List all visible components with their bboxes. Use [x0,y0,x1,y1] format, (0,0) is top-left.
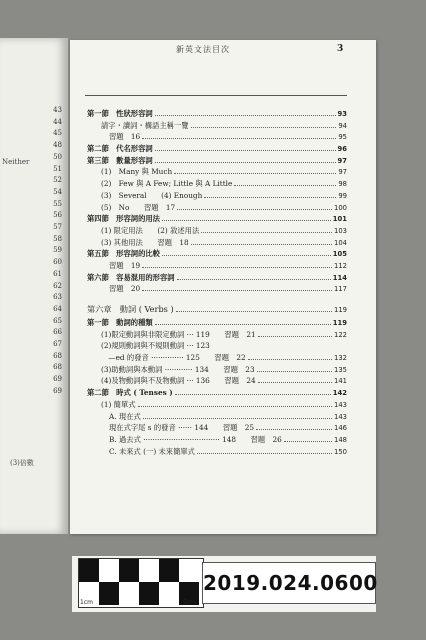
toc-entry [87,422,347,434]
ruler-right-label: 5cm [183,599,196,606]
left-page-number: 61 [53,269,62,278]
dot-leader [138,405,332,407]
left-page-number: 62 [53,281,62,290]
dot-leader [142,289,332,291]
dot-leader [177,208,332,210]
dot-leader [162,219,331,221]
toc-entry-page: 142 [332,389,347,398]
left-page-number: 67 [53,340,62,348]
toc-entry-page: 143 [334,400,347,409]
toc-entry-page: 122 [334,330,347,339]
toc-entry-page: 117 [334,285,347,294]
left-snippet-exercise: (3)倍數 [10,459,34,467]
dot-leader [258,335,332,337]
toc-entry-page: 135 [334,365,347,374]
table-of-contents [87,108,347,457]
toc-entry-page: 146 [334,424,347,433]
toc-entry [87,237,347,249]
toc-entry [87,446,347,458]
dot-leader [142,137,336,139]
toc-entry-label: 習題 19 [109,260,141,270]
toc-entry-label: C. 未來式 (一) 未來簡單式 [109,446,195,456]
toc-entry-label: 第三節 數量形容詞 [87,155,153,165]
toc-entry-page: 143 [334,412,347,421]
left-page-number: 66 [53,328,62,337]
toc-entry [87,399,347,411]
toc-entry-label: 第六節 容易混用的形容詞 [87,272,175,282]
toc-entry-page: 132 [334,354,347,363]
toc-entry-page: 97 [338,168,347,177]
left-page-number: 44 [53,117,62,126]
toc-entry-label: (1) Many 與 Much [101,167,173,177]
dot-leader [257,370,332,372]
toc-entry-label: 現在式字尾 s 的發音 ······ 144 習題 25 [109,423,255,433]
toc-entry-label: 習題 16 [109,132,141,142]
left-page-number: 43 [53,106,62,114]
ruler-block [99,582,119,605]
dot-leader [142,266,332,268]
left-page-number: 69 [53,386,62,395]
ruler-block [139,582,159,605]
toc-entry-label: 第二節 時式 ( Tenses ) [87,388,173,398]
toc-entry [87,120,347,132]
toc-entry [87,178,347,190]
toc-entry-label: 第二節 代名形容詞 [87,144,153,154]
toc-entry-label: (3) Several (4) Enough [101,190,203,200]
toc-entry [87,166,347,178]
dot-leader [155,149,336,151]
toc-entry [87,131,347,143]
toc-entry [87,190,347,202]
toc-entry-label: 第四節 形容詞的用法 [87,214,160,224]
left-snippet-neither: Neither [2,158,30,166]
toc-entry-label: (1)限定動詞與非限定動詞 ··· 119 習題 21 [101,329,256,339]
toc-entry-page: 103 [334,226,347,235]
toc-entry [87,387,347,399]
toc-entry-page: 119 [332,319,347,327]
left-page-number: 58 [53,234,62,243]
toc-entry-label: (3) 其他用法 習題 18 [101,237,189,247]
toc-entry-page: 99 [338,191,347,200]
left-page-number: 57 [53,223,62,231]
toc-entry-label: 請字・讀詞・構語主稱一覽 [101,120,189,130]
dot-leader [256,428,332,430]
toc-entry [87,248,347,260]
toc-entry [87,364,347,376]
dot-leader [175,393,331,395]
toc-entry-label: (1) 簡單式 [101,399,136,409]
toc-entry [87,375,347,387]
toc-entry-label: 習題 20 [109,284,141,294]
dot-leader [176,310,332,312]
ruler-block [79,559,99,582]
dot-leader [248,358,332,360]
toc-entry-page: 141 [334,377,347,386]
left-page-number: 55 [53,199,62,208]
toc-entry [87,260,347,272]
ruler-block [159,559,179,582]
toc-entry-page: 94 [338,121,347,130]
toc-entry-label: 第五節 形容詞的比較 [87,249,160,259]
toc-entry-label: (5) No 習題 17 [101,202,176,212]
dot-leader [284,440,332,442]
toc-entry [87,301,347,317]
toc-entry-label: —ed 的發音 ·············· 125 習題 22 [101,353,246,363]
header-rule [85,95,347,96]
dot-leader [162,254,331,256]
dot-leader [258,381,332,383]
toc-entry-page: 119 [334,306,347,314]
toc-entry [87,213,347,225]
toc-entry-label: A. 現在式 [109,411,141,421]
left-page-number: 60 [53,258,62,267]
toc-entry-page: 104 [334,238,347,247]
dot-leader [204,196,336,198]
toc-entry [87,340,347,352]
left-page-number: 48 [53,141,62,150]
toc-entry-page: 97 [337,156,347,165]
left-page-number: 52 [53,176,62,185]
left-page-number: 69 [53,375,62,384]
toc-entry-label: (3)助動詞與本動詞 ············ 134 習題 23 [101,364,255,374]
dot-leader [201,231,332,233]
left-page-number: 45 [53,129,62,138]
ruler-block [119,559,139,582]
toc-entry-page: 93 [337,110,347,118]
left-page-number: 54 [53,187,62,196]
toc-entry-label: (2) Few 與 A Few; Little 與 A Little [101,179,233,189]
toc-entry [87,225,347,237]
toc-entry [87,155,347,167]
toc-entry [87,143,347,155]
left-page-number: 65 [53,316,62,325]
toc-entry-page: 98 [338,180,347,189]
toc-entry-label: (2)規則動詞與不規則動詞 ··· 123 [101,341,210,351]
catalog-id: 2019.024.0600 [202,562,376,604]
toc-entry-label: 第一節 性狀形容詞 [87,109,153,118]
toc-entry-label: B. 過去式 ································· 148 習題 26 [109,434,282,444]
dot-leader [197,452,332,454]
dot-leader [177,278,331,280]
page-number: 3 [337,44,344,54]
left-page-number: 59 [53,246,62,255]
left-page-number: 68 [53,363,62,372]
running-header: 新英文法目次 [176,45,230,54]
toc-entry-page: 150 [334,447,347,456]
dot-leader [191,243,332,245]
toc-entry-page: 148 [334,435,347,444]
toc-entry-page: 105 [332,250,347,259]
dot-leader [174,172,336,174]
dot-leader [143,417,332,419]
left-page-number: 56 [53,211,62,220]
left-page-number: 51 [53,164,62,173]
dot-leader [191,126,337,128]
toc-entry [87,411,347,423]
toc-entry [87,317,347,329]
toc-entry [87,108,347,120]
left-page-number: 63 [53,293,62,302]
toc-entry [87,283,347,295]
toc-entry-label: (4)及物動詞與不及物動詞 ··· 136 習題 24 [101,376,256,386]
toc-entry-page: 96 [337,145,347,154]
ruler-left-label: 1cm [80,599,93,606]
toc-entry-page: 101 [332,215,347,224]
toc-entry-label: 第一節 動詞的種類 [87,318,153,327]
toc-entry [87,202,347,214]
toc-entry [87,434,347,446]
toc-entry [87,329,347,341]
left-page-number: 50 [53,152,62,161]
dot-leader [155,114,336,116]
toc-entry-label: (1) 限定用法 (2) 敘述用法 [101,225,200,235]
left-page-number: 64 [53,304,62,313]
left-page [0,38,68,534]
dot-leader [155,323,331,325]
toc-entry-page: 95 [338,133,347,142]
scale-ruler [78,558,204,608]
toc-entry-page: 100 [334,203,347,212]
toc-entry [87,272,347,284]
dot-leader [155,161,336,163]
left-page-number: 68 [53,351,62,360]
dot-leader [234,184,336,186]
toc-entry-page: 114 [332,273,347,282]
toc-entry-page: 112 [334,261,347,270]
toc-entry [87,352,347,364]
toc-entry-label: 第六章 動詞 ( Verbs ) [87,304,174,314]
